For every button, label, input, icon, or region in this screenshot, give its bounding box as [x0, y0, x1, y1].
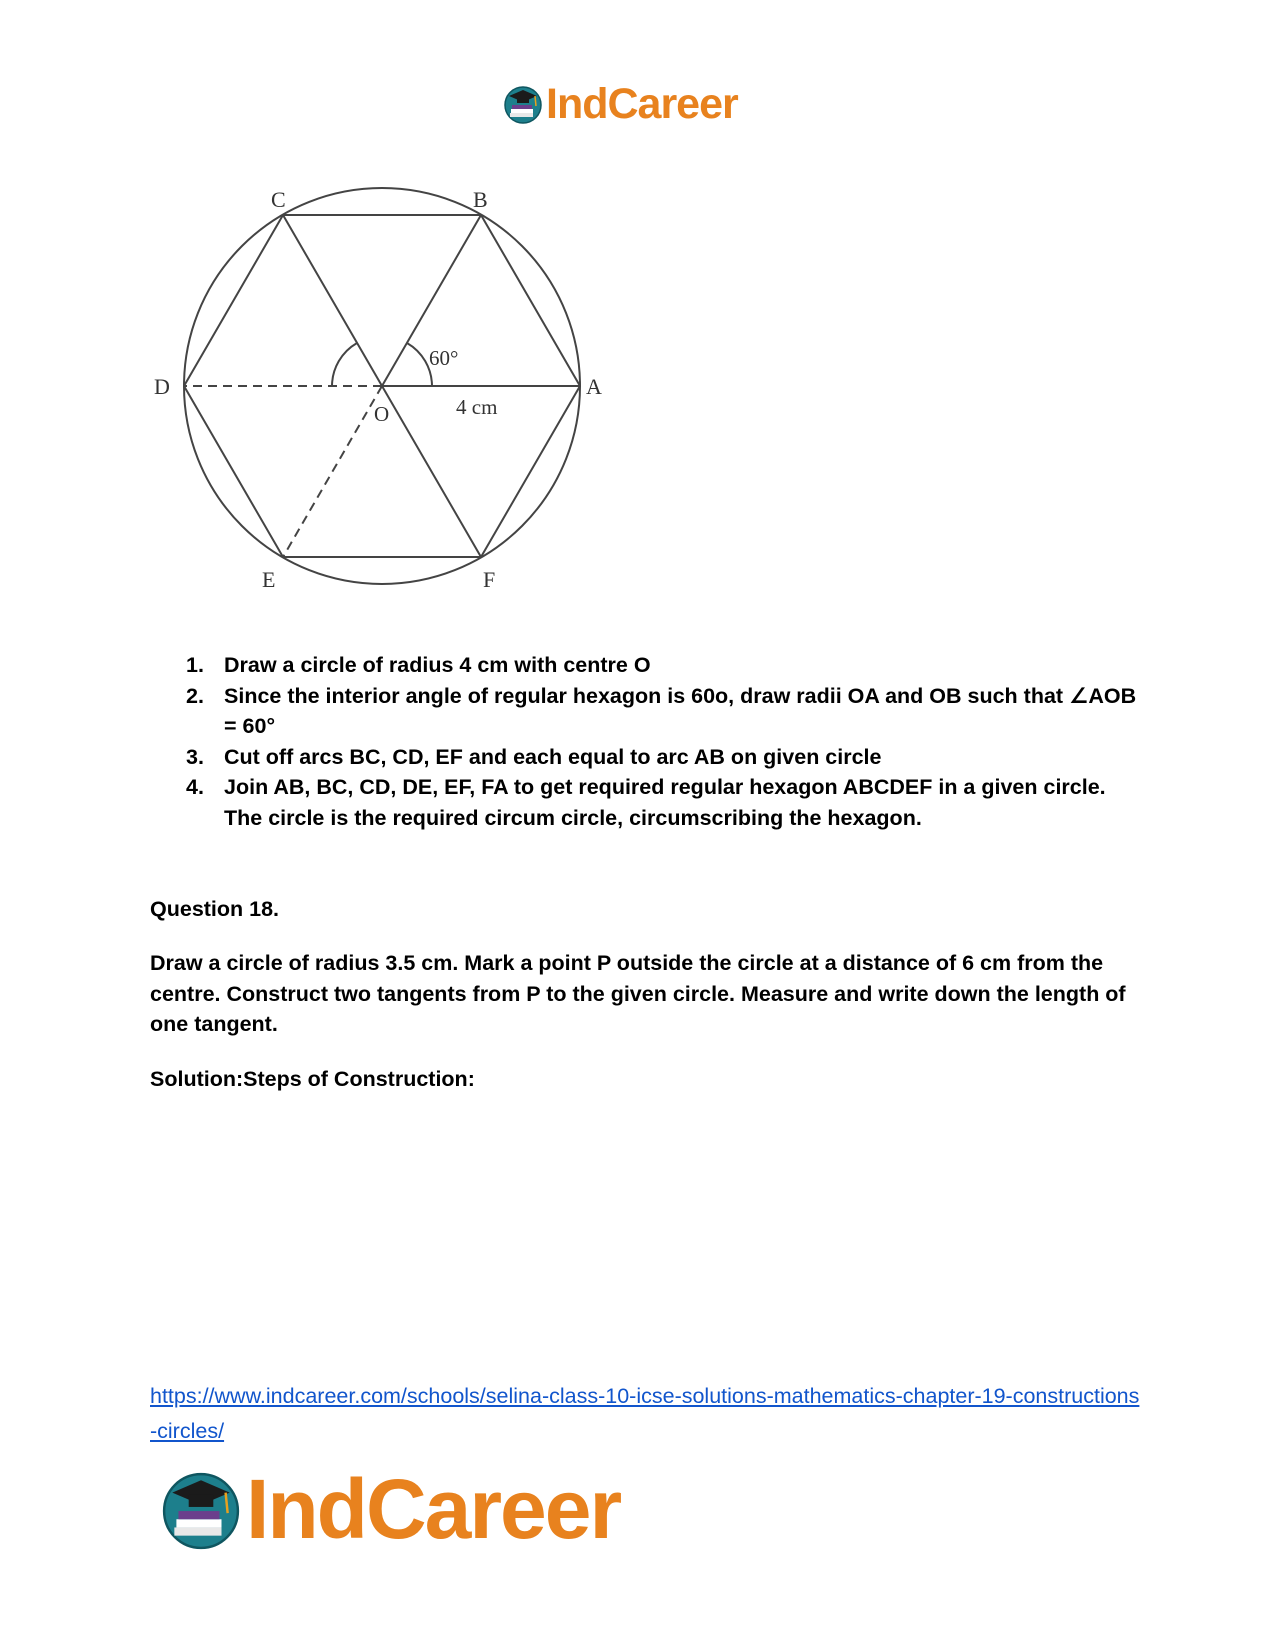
source-link[interactable]: https://www.indcareer.com/schools/selina-class-10-icse-solutions-mathematics-chapter-19-constructions-circles/ [150, 1384, 1140, 1443]
radius-oc [283, 215, 382, 386]
edge-ab [481, 215, 580, 386]
step-item [180, 681, 1140, 742]
step-number: 3. [186, 744, 204, 769]
label-c: C [271, 187, 286, 212]
brand-name: IndCareer [246, 1461, 621, 1556]
step-number: 4. [186, 775, 204, 799]
step-note: The circle is the required circum circle, circumscribing the hexagon. [224, 805, 922, 830]
label-f: F [483, 567, 496, 592]
label-radius: 4 cm [456, 395, 498, 419]
step-text: Join AB, BC, CD, DE, EF, FA to get required regular hexagon ABCDEF in a given circle. [224, 775, 1106, 799]
edge-de [184, 386, 283, 557]
step-item [180, 742, 1140, 773]
label-o: O [374, 402, 390, 426]
graduation-cap-books-icon [503, 84, 543, 124]
step-number: 1. [186, 653, 204, 677]
label-b: B [473, 187, 488, 212]
label-angle: 60° [429, 346, 459, 370]
brand-name: IndCareer [546, 79, 738, 128]
header-logo [503, 78, 738, 130]
label-a: A [586, 374, 602, 399]
step-text: Draw a circle of radius 4 cm with centre O [224, 653, 651, 677]
step-number: 2. [186, 683, 204, 708]
step-item [180, 650, 1140, 681]
footer-logo [160, 1461, 621, 1556]
step-item [180, 772, 1140, 833]
label-d: D [154, 374, 170, 399]
construction-steps [180, 650, 1140, 833]
angle-arc-cod [332, 343, 357, 386]
hexagon-construction-diagram [150, 186, 620, 616]
edge-cd [184, 215, 283, 386]
solution-heading: Solution:Steps of Construction: [150, 1067, 475, 1091]
step-text: Since the interior angle of regular hexagon is 60o, draw radii OA and OB such that ∠AOB = 60° [224, 683, 1137, 738]
question-text: Draw a circle of radius 3.5 cm. Mark a point P outside the circle at a distance of 6 cm from the centre. Construct two tangents from P to the given circle. Measure and write down the length of one tangent. [150, 951, 1126, 1036]
graduation-cap-books-icon [160, 1468, 242, 1550]
radius-oe-dashed [283, 386, 382, 557]
question-heading: Question 18. [150, 897, 280, 921]
step-text: Cut off arcs BC, CD, EF and each equal to arc AB on given circle [224, 744, 882, 769]
label-e: E [262, 567, 276, 592]
